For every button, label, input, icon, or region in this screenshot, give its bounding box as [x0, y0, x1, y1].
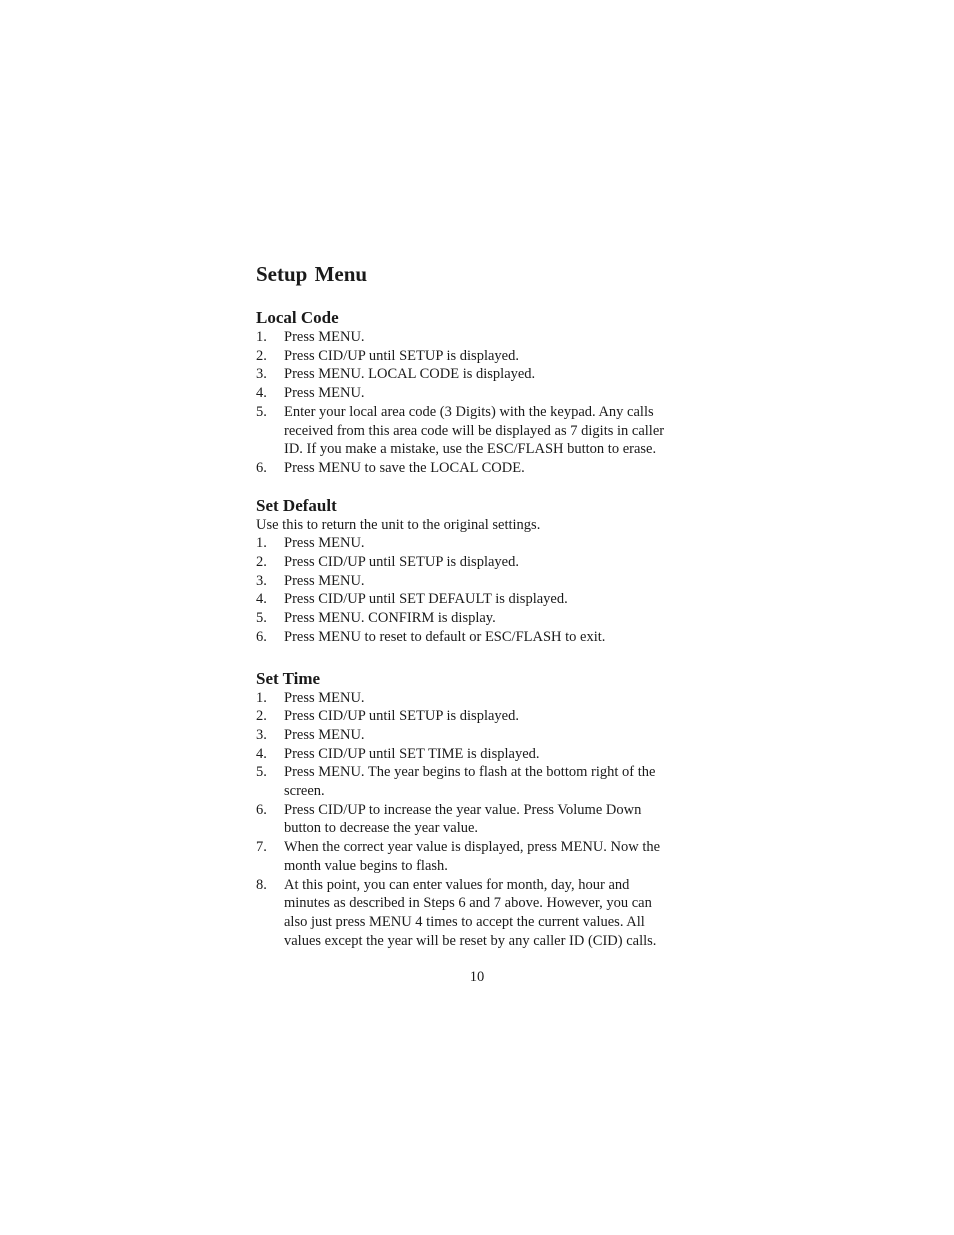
step-text: Press CID/UP until SETUP is displayed. — [284, 347, 519, 364]
step-number: 4. — [256, 745, 267, 762]
list-item — [256, 534, 696, 553]
list-item — [256, 726, 696, 745]
local-code-steps — [256, 328, 696, 478]
step-text: Press MENU. — [284, 689, 365, 706]
section-heading-set-default: Set Default — [256, 495, 337, 515]
step-number: 1. — [256, 689, 267, 706]
step-text: Press MENU. — [284, 726, 365, 743]
list-item — [256, 707, 696, 726]
step-number: 2. — [256, 554, 267, 571]
step-number: 3. — [256, 726, 267, 743]
list-item — [256, 384, 696, 403]
page-number: 10 — [469, 969, 485, 985]
step-text: Press CID/UP to increase the year value. Press Volume Down button to decrease the year value. — [284, 801, 642, 837]
list-item — [256, 553, 696, 572]
list-item — [256, 745, 696, 764]
step-text: Press MENU. CONFIRM is display. — [284, 610, 496, 627]
section-heading-local-code: Local Code — [256, 308, 339, 327]
step-number: 5. — [256, 764, 267, 781]
step-number: 7. — [256, 839, 267, 856]
step-text: Enter your local area code (3 Digits) with the keypad. Any calls received from this area code will be displayed as 7 digits in caller ID. If you make a mistake, use the ESC/FLASH button to erase. — [284, 403, 665, 458]
list-item — [256, 365, 696, 384]
list-item — [256, 838, 696, 875]
step-number: 4. — [256, 385, 267, 402]
section-intro: Use this to return the unit to the original settings. — [256, 516, 541, 533]
step-number: 2. — [256, 347, 267, 364]
list-item — [256, 609, 696, 628]
step-number: 6. — [256, 459, 267, 476]
step-number: 8. — [256, 876, 267, 893]
list-item — [256, 801, 696, 838]
list-item — [256, 328, 696, 347]
step-number: 6. — [256, 628, 267, 645]
page-title: Setup Menu — [256, 262, 368, 286]
step-number: 5. — [256, 610, 267, 627]
step-number: 6. — [256, 801, 267, 818]
step-text: When the correct year value is displayed, press MENU. Now the month value begins to flash. — [284, 839, 661, 874]
list-item — [256, 689, 696, 708]
step-text: Press CID/UP until SETUP is displayed. — [284, 708, 519, 725]
set-default-steps — [256, 534, 696, 646]
step-text: Press CID/UP until SET TIME is displayed. — [284, 745, 540, 762]
step-number: 4. — [256, 591, 267, 608]
step-number: 2. — [256, 708, 267, 725]
set-time-steps — [256, 689, 696, 951]
step-number: 1. — [256, 535, 267, 552]
list-item — [256, 347, 696, 366]
step-text: Press CID/UP until SETUP is displayed. — [284, 554, 519, 571]
step-number: 3. — [256, 572, 267, 589]
step-text: Press MENU. — [284, 572, 365, 589]
step-number: 1. — [256, 329, 267, 345]
list-item — [256, 572, 696, 591]
step-number: 3. — [256, 366, 267, 383]
list-item — [256, 876, 696, 951]
step-text: At this point, you can enter values for month, day, hour and minutes as described in Steps 6 and 7 above. However, you can also just press MENU 4 times to accept the current values. All values except the year will be reset by any caller ID (CID) calls. — [284, 876, 657, 949]
list-item — [256, 459, 696, 478]
step-text: Press MENU to reset to default or ESC/FLASH to exit. — [284, 628, 606, 645]
step-text: Press MENU. — [284, 535, 365, 552]
section-heading-set-time: Set Time — [256, 668, 321, 688]
step-text: Press MENU. — [284, 329, 365, 345]
list-item — [256, 403, 696, 459]
list-item — [256, 763, 696, 800]
step-text: Press MENU. LOCAL CODE is displayed. — [284, 366, 536, 383]
step-number: 5. — [256, 403, 267, 420]
list-item — [256, 590, 696, 609]
step-text: Press MENU. — [284, 385, 365, 402]
step-text: Press CID/UP until SET DEFAULT is displayed. — [284, 591, 568, 608]
step-text: Press MENU. The year begins to flash at the bottom right of the screen. — [284, 764, 656, 800]
step-text: Press MENU to save the LOCAL CODE. — [284, 459, 525, 476]
list-item — [256, 628, 696, 647]
document-page — [256, 262, 696, 950]
